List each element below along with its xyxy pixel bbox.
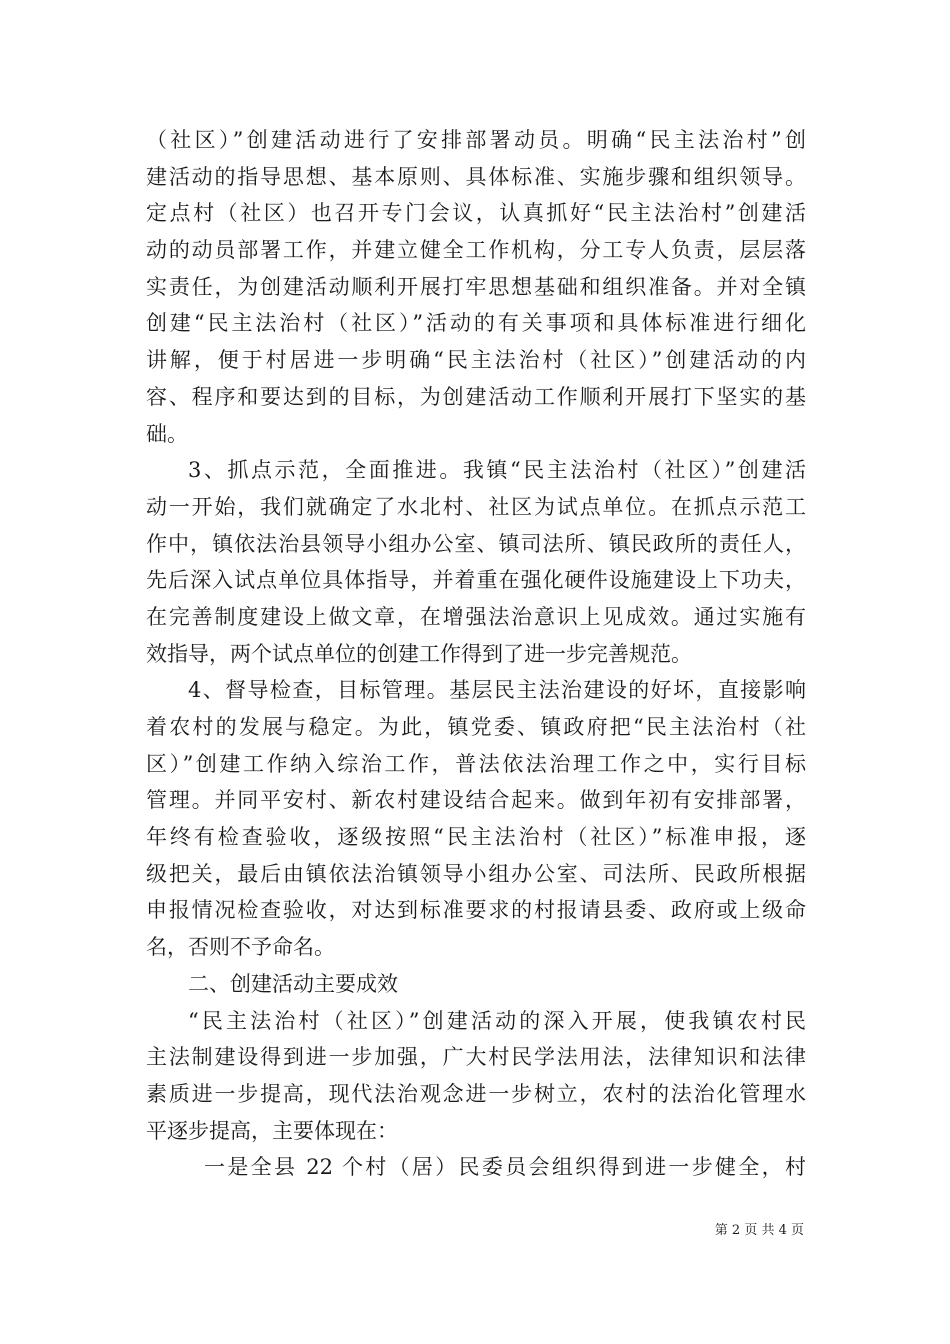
text-line: 实责任，为创建活动顺利开展打牢思想基础和组织准备。并对全镇 bbox=[146, 274, 806, 299]
text-line: 级把关，最后由镇依法治镇领导小组办公室、司法所、民政所根据 bbox=[146, 861, 806, 886]
text-line: 在完善制度建设上做文章，在增强法治意识上见成效。通过实施有 bbox=[146, 604, 806, 629]
text-line: （社区）”创建活动进行了安排部署动员。明确“民主法治村”创 bbox=[146, 128, 806, 152]
text-line: 着农村的发展与稳定。为此，镇党委、镇政府把“民主法治村（社 bbox=[146, 715, 806, 739]
text-line: 一是全县 22 个村（居）民委员会组织得到进一步健全，村 bbox=[204, 1155, 806, 1180]
text-line: 创建“民主法治村（社区）”活动的有关事项和具体标准进行细化 bbox=[146, 311, 806, 336]
document-body bbox=[146, 122, 806, 1186]
text-line: 定点村（社区）也召开专门会议，认真抓好“民主法治村”创建活 bbox=[146, 201, 806, 226]
text-line: 名，否则不予命名。 bbox=[146, 935, 335, 960]
text-line: 年终有检查验收，逐级按照“民主法治村（社区）”标准申报，逐 bbox=[146, 825, 806, 850]
text-line: 二、创建活动主要成效 bbox=[188, 971, 398, 996]
text-line: 作中，镇依法治县领导小组办公室、镇司法所、镇民政所的责任人， bbox=[146, 531, 806, 556]
text-line: 平逐步提高，主要体现在： bbox=[146, 1118, 398, 1143]
text-line: 管理。并同平安村、新农村建设结合起来。做到年初有安排部署， bbox=[146, 788, 806, 813]
text-line: 动一开始，我们就确定了水北村、社区为试点单位。在抓点示范工 bbox=[146, 494, 806, 519]
text-line: 先后深入试点单位具体指导，并着重在强化硬件设施建设上下功夫， bbox=[146, 568, 806, 593]
text-line: “民主法治村（社区）”创建活动的深入开展，使我镇农村民 bbox=[188, 1008, 806, 1033]
text-line: 素质进一步提高，现代法治观念进一步树立，农村的法治化管理水 bbox=[146, 1081, 806, 1106]
text-line: 动的动员部署工作，并建立健全工作机构，分工专人负责，层层落 bbox=[146, 238, 806, 263]
text-line: 申报情况检查验收，对达到标准要求的村报请县委、政府或上级命 bbox=[146, 898, 806, 923]
text-line: 建活动的指导思想、基本原则、具体标准、实施步骤和组织领导。 bbox=[146, 164, 806, 189]
text-line: 区）”创建工作纳入综治工作，普法依法治理工作之中，实行目标 bbox=[146, 751, 806, 776]
text-line: 效指导，两个试点单位的创建工作得到了进一步完善规范。 bbox=[146, 641, 692, 666]
text-line: 4、督导检查，目标管理。基层民主法治建设的好坏，直接影响 bbox=[188, 678, 806, 703]
text-line: 主法制建设得到进一步加强，广大村民学法用法，法律知识和法律 bbox=[146, 1045, 806, 1070]
text-line: 容、程序和要达到的目标，为创建活动工作顺利开展打下坚实的基 bbox=[146, 384, 806, 409]
text-line: 3、抓点示范，全面推进。我镇“民主法治村（社区）”创建活 bbox=[188, 458, 806, 483]
page-number: 第 2 页 共 4 页 bbox=[714, 1223, 804, 1238]
text-line: 础。 bbox=[146, 421, 188, 446]
text-line: 讲解，便于村居进一步明确“民主法治村（社区）”创建活动的内 bbox=[146, 348, 806, 373]
